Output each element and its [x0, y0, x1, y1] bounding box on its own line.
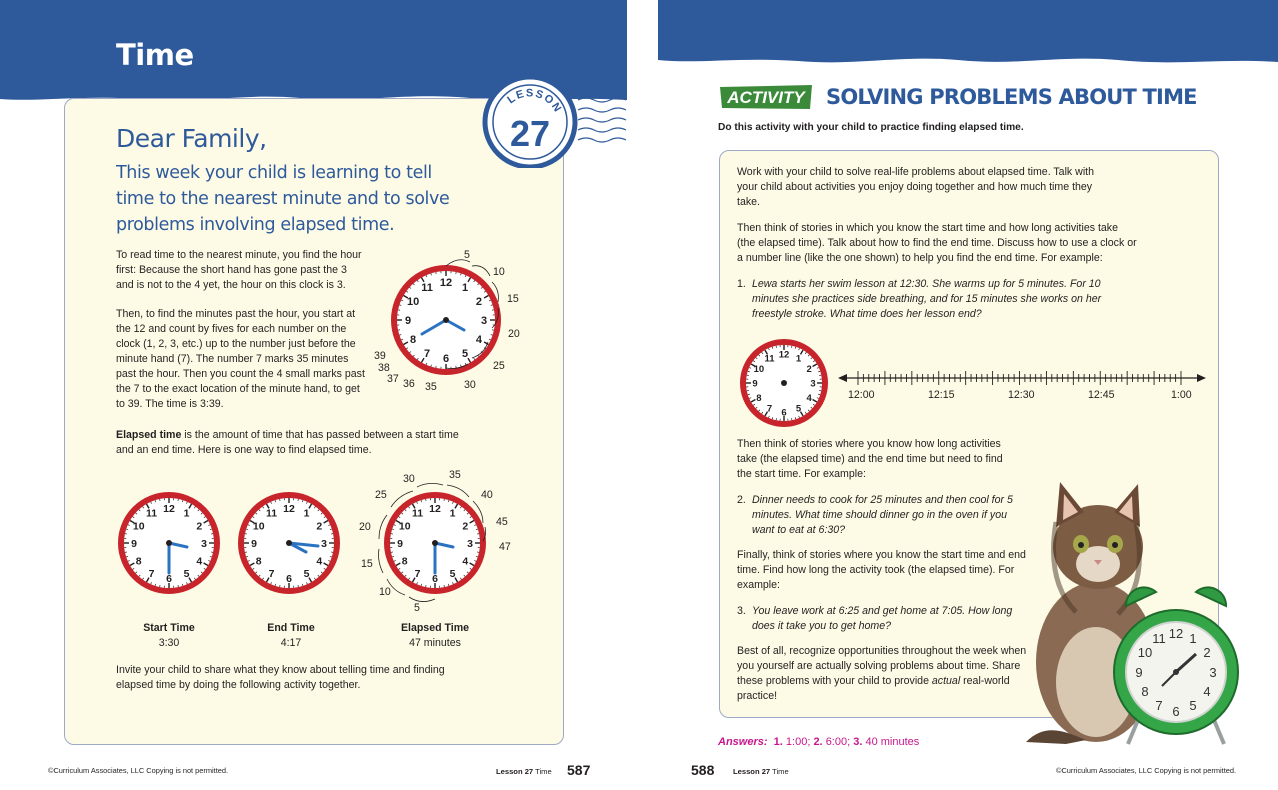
svg-text:6: 6	[1172, 704, 1180, 719]
clock-numeral: 11	[421, 282, 433, 295]
paragraph-text: Best of all, recognize opportunities throughout the week when you yourself are actually solving problems about time. Share these problems with your child to provide	[737, 645, 1027, 687]
clock-numeral: 9	[251, 537, 257, 550]
caption-value: 3:30	[158, 637, 180, 649]
label-20: 20	[508, 328, 520, 340]
clock-numeral: 5	[461, 347, 469, 360]
clock-numeral: 10	[398, 520, 411, 533]
clock-numeral: 12	[283, 502, 295, 515]
clock-numeral: 9	[131, 537, 137, 550]
answer-value: 6:00;	[825, 736, 851, 748]
footer-lesson-topic: Time	[533, 767, 552, 776]
label-39: 39	[374, 350, 386, 362]
caption-label: Elapsed Time	[400, 622, 470, 634]
svg-text:1: 1	[1189, 631, 1197, 646]
clock-numeral: 3	[321, 537, 327, 550]
svg-text:3: 3	[1209, 665, 1217, 680]
question-3: You leave work at 6:25 and get home at 7:05. How long does it take you to get home?	[752, 605, 1013, 632]
clock-numeral: 7	[148, 568, 155, 581]
clock-numeral: 4	[475, 333, 482, 346]
elapsed-definition: is the amount of time that has passed between a start time and an end time. Here is one way to find elapsed time.	[116, 429, 459, 456]
label-25: 25	[375, 489, 387, 501]
answers-label: Answers:	[718, 736, 768, 748]
caption-value: 4:17	[280, 637, 302, 649]
clock-numeral: 7	[423, 347, 431, 360]
clock-numeral: 10	[132, 520, 145, 533]
clock-numeral: 7	[766, 403, 773, 415]
clock-numeral: 3	[810, 378, 816, 390]
clock-numeral: 10	[406, 295, 420, 308]
label-15: 15	[507, 293, 519, 305]
clock-numeral: 8	[756, 392, 762, 404]
kitten-clock-image	[1026, 482, 1246, 752]
footer-copyright: ©Curriculum Associates, LLC Copying is not permitted.	[1056, 766, 1237, 775]
clock-numeral: 2	[196, 520, 203, 533]
activity-paragraph-5	[737, 644, 1027, 704]
label-38: 38	[378, 362, 390, 374]
footer-copyright: ©Curriculum Associates, LLC Copying is not permitted.	[48, 766, 229, 775]
clock-numeral: 2	[475, 295, 482, 308]
svg-text:12: 12	[1168, 626, 1184, 641]
footer-lesson-number: Lesson 27	[733, 767, 771, 776]
clock-numeral: 2	[316, 520, 323, 533]
clock-numeral: 3	[201, 537, 207, 550]
clock-numeral: 5	[795, 403, 802, 415]
page-title: Time	[116, 38, 194, 72]
clock-numeral: 9	[752, 378, 758, 390]
answer-number: 2.	[813, 736, 823, 748]
label-47: 47	[499, 541, 511, 553]
label-5: 5	[464, 249, 470, 261]
clock-numeral: 8	[255, 555, 262, 568]
clock-start-time	[114, 488, 224, 598]
clock-numeral: 7	[268, 568, 275, 581]
svg-text:5: 5	[1189, 698, 1197, 713]
number-line-label: 12:15	[928, 389, 955, 401]
activity-paragraph-3: Then think of stories where you know how long activities take (the elapsed time) and the end time but need to find the start time. For example:	[737, 438, 1003, 480]
footer-lesson	[733, 767, 789, 776]
svg-text:8: 8	[1141, 684, 1149, 699]
clock-numeral: 10	[252, 520, 265, 533]
clock-numeral: 1	[449, 507, 456, 520]
paragraph-text: real-world practice!	[737, 675, 1010, 702]
number-line	[838, 368, 1208, 388]
paragraph-minutes: Then, to find the minutes past the hour, you start at the 12 and count by fives for each number on the clock (1, 2, 3, etc.) up to the number just before the minute hand (7). The number 7 marks 35 minutes past the hour. Then you count the 4 small marks past the 7 to the exact location of the minute hand, to get to 39. The time is 3:39.	[116, 308, 365, 410]
activity-badge	[718, 84, 814, 110]
svg-text:2: 2	[1203, 645, 1211, 660]
question-1-number: 1.	[737, 278, 746, 290]
paragraph-invite: Invite your child to share what they know about telling time and finding elapsed time by doing the following activity together.	[116, 664, 445, 691]
page-number: 587	[567, 762, 591, 778]
label-35: 35	[449, 469, 461, 481]
answer-number: 1.	[773, 736, 783, 748]
svg-text:9: 9	[1135, 665, 1143, 680]
label-30: 30	[403, 473, 415, 485]
number-line-label: 12:00	[848, 389, 875, 401]
greeting: Dear Family,	[116, 124, 267, 153]
clock-numeral: 6	[166, 572, 172, 585]
caption-label: Start Time	[143, 622, 195, 634]
label-40: 40	[481, 489, 493, 501]
clock-numeral: 5	[183, 568, 190, 581]
clock-numeral: 8	[410, 333, 417, 346]
label-36: 36	[403, 378, 415, 390]
label-10: 10	[493, 266, 505, 278]
clock-numeral: 5	[303, 568, 310, 581]
clock-numeral: 9	[404, 314, 412, 327]
clock-numeral: 11	[145, 507, 158, 520]
clock-numeral: 11	[265, 507, 278, 520]
clock-numeral: 12	[163, 502, 175, 515]
number-line-label: 12:30	[1008, 389, 1035, 401]
lesson-stamp	[478, 72, 627, 168]
svg-text:10: 10	[1137, 645, 1153, 660]
question-2-number: 2.	[737, 494, 746, 506]
clock-numeral: 11	[411, 507, 424, 520]
clock-numeral: 4	[196, 555, 203, 568]
svg-text:4: 4	[1203, 684, 1211, 699]
footer-lesson-number: Lesson 27	[496, 767, 534, 776]
clock-numeral: 11	[764, 353, 775, 365]
label-25: 25	[493, 360, 505, 372]
question-1: Lewa starts her swim lesson at 12:30. She warms up for 5 minutes. For 10 minutes she practices side breathing, and for 15 minutes she works on her freestyle stroke. What time does her lesson end?	[752, 278, 1102, 320]
elapsed-term: Elapsed time	[116, 429, 182, 441]
label-37: 37	[387, 373, 399, 385]
clock-numeral: 1	[461, 282, 469, 295]
activity-subtitle: Do this activity with your child to practice finding elapsed time.	[718, 122, 1024, 133]
svg-text:7: 7	[1155, 698, 1163, 713]
clock-numeral: 2	[806, 363, 812, 375]
activity-paragraph-4: Finally, think of stories where you know the start time and end time. Find how long the activity took (the elapsed time). For example:	[737, 549, 1026, 591]
activity-badge-label: ACTIVITY	[727, 88, 805, 107]
footer-lesson-topic: Time	[770, 767, 789, 776]
label-30: 30	[464, 379, 476, 391]
clock-end-time	[234, 488, 344, 598]
clock-numeral: 4	[806, 392, 812, 404]
footer-lesson	[496, 767, 552, 776]
caption-elapsed-time	[375, 621, 495, 651]
answer-value: 1:00;	[785, 736, 811, 748]
clock-numeral: 6	[442, 352, 450, 365]
answer-value: 40 minutes	[865, 736, 920, 748]
top-banner	[658, 0, 1278, 70]
clock-numeral: 7	[414, 568, 421, 581]
label-20: 20	[359, 521, 371, 533]
stamp-number: 27	[509, 113, 551, 154]
right-page	[658, 0, 1278, 790]
activity-paragraph-2: Then think of stories in which you know the start time and how long activities take (the elapsed time). Talk about how to find the end time. Discuss how to use a clock or a number line (like the one shown) to help you find the end time. For example:	[737, 222, 1137, 264]
clock-numeral: 2	[462, 520, 469, 533]
label-15: 15	[361, 558, 373, 570]
clock-numeral: 8	[401, 555, 408, 568]
caption-value: 47 minutes	[409, 637, 461, 649]
left-page	[0, 0, 627, 790]
activity-paragraph-1: Work with your child to solve real-life problems about elapsed time. Talk with your child about activities you enjoy doing together and how much time they take.	[737, 166, 1095, 208]
clock-numeral: 12	[429, 502, 441, 515]
label-35: 35	[425, 381, 437, 393]
clock-numeral: 10	[753, 363, 765, 375]
page-number: 588	[691, 762, 715, 778]
clock-numeral: 6	[781, 407, 787, 419]
clock-numeral: 8	[135, 555, 142, 568]
clock-numeral: 4	[462, 555, 469, 568]
clock-numeral: 1	[303, 507, 310, 520]
clock-numeral: 3	[480, 314, 488, 327]
question-3-number: 3.	[737, 605, 746, 617]
clock-numeral: 9	[397, 537, 403, 550]
answer-number: 3.	[853, 736, 863, 748]
clock-numeral: 6	[286, 572, 292, 585]
number-line-label: 12:45	[1088, 389, 1115, 401]
stamp-label: LESSON	[505, 87, 564, 116]
paragraph-elapsed	[116, 428, 476, 458]
clock-numeral: 4	[316, 555, 323, 568]
label-45: 45	[496, 516, 508, 528]
label-10: 10	[379, 586, 391, 598]
activity-title: SOLVING PROBLEMS ABOUT TIME	[826, 85, 1197, 109]
clock-numeral: 12	[439, 276, 453, 289]
caption-label: End Time	[267, 622, 315, 634]
paragraph-emphasis: actual	[931, 675, 961, 687]
clock-numeral: 6	[432, 572, 438, 585]
paragraph-hour: To read time to the nearest minute, you find the hour first: Because the short hand has gone past the 3 and is not to the 4 yet, the hour on this clock is 3.	[116, 249, 362, 291]
clock-numeral: 12	[778, 349, 790, 361]
answers	[718, 736, 919, 748]
clock-numeral: 3	[467, 537, 473, 550]
clock-numeral: 5	[449, 568, 456, 581]
blank-clock	[737, 336, 831, 430]
clock-numeral: 1	[795, 353, 802, 365]
question-2: Dinner needs to cook for 25 minutes and then cool for 5 minutes. What time should dinner go in the oven if you want to eat at 6:30?	[752, 494, 1013, 536]
label-5: 5	[414, 602, 420, 614]
svg-text:11: 11	[1152, 631, 1166, 646]
intro-heading: This week your child is learning to tell time to the nearest minute and to solve problems involving elapsed time.	[116, 163, 450, 235]
number-line-label: 1:00	[1171, 389, 1192, 401]
caption-start-time	[109, 621, 229, 651]
clock-numeral: 1	[183, 507, 190, 520]
caption-end-time	[231, 621, 351, 651]
